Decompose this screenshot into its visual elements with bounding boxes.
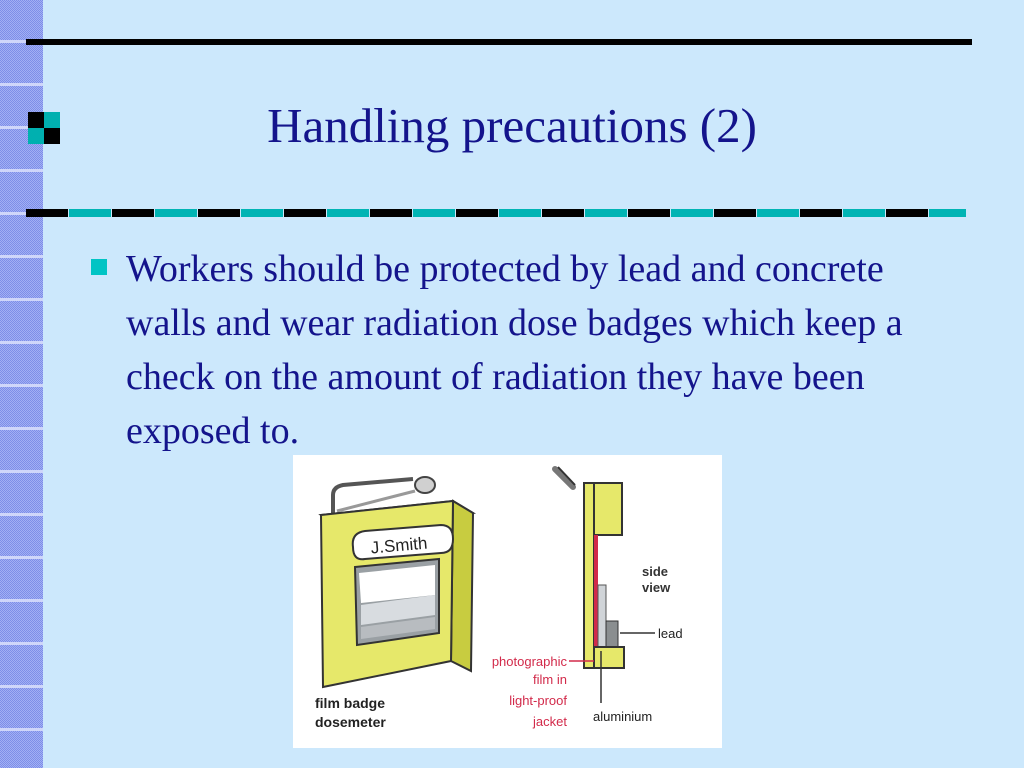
stripe-gap: [0, 470, 43, 473]
side-view-label-line1: side: [642, 564, 669, 579]
film-label-line4: jacket: [533, 714, 567, 729]
rule-dash-segment: [585, 209, 627, 217]
film-badge-illustration: [293, 455, 722, 748]
rule-dash-segment: [671, 209, 713, 217]
title-top-rule: [26, 39, 972, 45]
bullet-square-icon: [91, 259, 107, 275]
rule-dash-segment: [542, 209, 584, 217]
badge-name-label: J.Smith: [369, 533, 429, 558]
rule-dash-segment: [800, 209, 842, 217]
rule-dash-segment: [284, 209, 326, 217]
rule-dash-segment: [69, 209, 111, 217]
stripe-gap: [0, 169, 43, 172]
rule-dash-segment: [499, 209, 541, 217]
stripe-gap: [0, 255, 43, 258]
slide-title: Handling precautions (2): [267, 98, 757, 153]
rule-dash-segment: [714, 209, 756, 217]
rule-dash-segment: [155, 209, 197, 217]
rule-dash-segment: [413, 209, 455, 217]
rule-dash-segment: [241, 209, 283, 217]
stripe-gap: [0, 556, 43, 559]
film-label-line3: light-proof: [509, 693, 567, 708]
rule-dash-segment: [456, 209, 498, 217]
badge-side-view: [555, 467, 655, 703]
side-view-label-line2: view: [642, 580, 671, 595]
rule-dash-segment: [843, 209, 885, 217]
film-label-line2: film in: [533, 672, 567, 687]
rule-dash-segment: [370, 209, 412, 217]
stripe-gap: [0, 642, 43, 645]
aluminium-label: aluminium: [593, 709, 653, 724]
stripe-gap: [0, 341, 43, 344]
stripe-gap: [0, 728, 43, 731]
film-label-line1: photographic: [491, 654, 567, 669]
stripe-gap: [0, 513, 43, 516]
stripe-gap: [0, 298, 43, 301]
rule-dash-segment: [26, 209, 68, 217]
rule-dash-segment: [198, 209, 240, 217]
stripe-gap: [0, 599, 43, 602]
rule-dash-segment: [112, 209, 154, 217]
stripe-gap: [0, 427, 43, 430]
title-bottom-dashed-rule: [26, 209, 966, 217]
lead-label: lead: [658, 626, 683, 641]
rule-dash-segment: [886, 209, 928, 217]
stripe-gap: [0, 685, 43, 688]
badge-front-view: [321, 477, 473, 687]
rule-dash-segment: [757, 209, 799, 217]
stripe-gap: [0, 384, 43, 387]
rule-dash-segment: [929, 209, 966, 217]
title-bullet-icon: [28, 112, 60, 144]
bullet-text: Workers should be protected by lead and concrete walls and wear radiation dose badges which keep a check on the amount of radiation they have been exposed to.: [126, 248, 903, 452]
rule-dash-segment: [628, 209, 670, 217]
figure-caption-line2: dosemeter: [315, 714, 386, 730]
stripe-gap: [0, 83, 43, 86]
rule-dash-segment: [327, 209, 369, 217]
figure-caption-line1: film badge: [315, 695, 386, 711]
